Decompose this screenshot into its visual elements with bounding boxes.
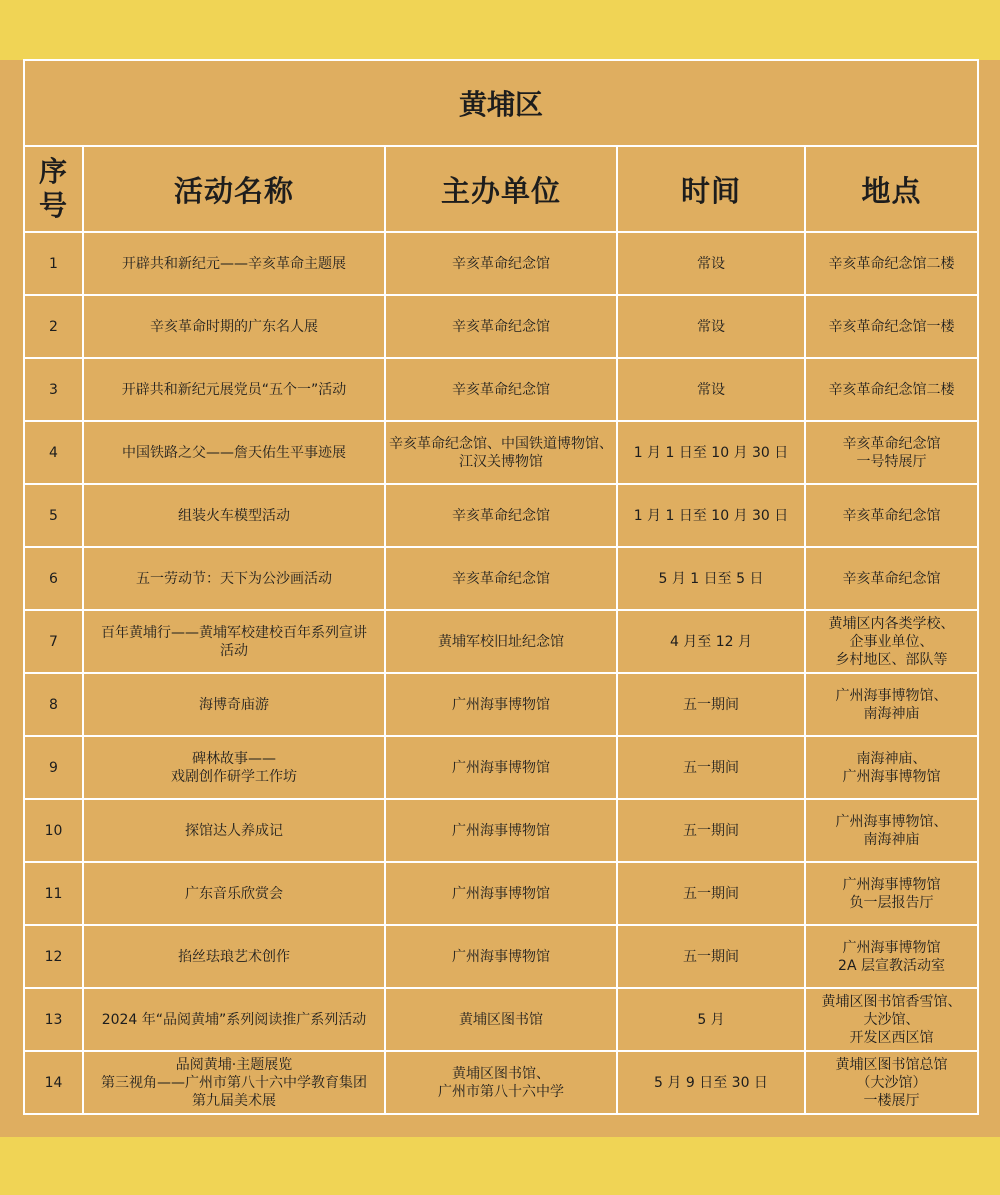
row-activity-name: 品阅黄埔·主题展览 第三视角——广州市第八十六中学教育集团 第九届美术展 bbox=[83, 1051, 385, 1114]
row-activity-name: 辛亥革命时期的广东名人展 bbox=[83, 295, 385, 358]
row-place: 广州海事博物馆、 南海神庙 bbox=[805, 673, 978, 736]
header-seq-line1: 序 bbox=[38, 155, 68, 188]
row-time: 1 月 1 日至 10 月 30 日 bbox=[617, 421, 805, 484]
row-organizer: 辛亥革命纪念馆 bbox=[385, 232, 617, 295]
table-row bbox=[24, 421, 978, 484]
row-time: 常设 bbox=[617, 358, 805, 421]
row-time: 1 月 1 日至 10 月 30 日 bbox=[617, 484, 805, 547]
table-row bbox=[24, 358, 978, 421]
row-place: 黄埔区内各类学校、 企事业单位、 乡村地区、部队等 bbox=[805, 610, 978, 673]
row-number: 3 bbox=[24, 358, 83, 421]
header-row bbox=[24, 146, 978, 232]
row-organizer: 黄埔区图书馆、 广州市第八十六中学 bbox=[385, 1051, 617, 1114]
row-activity-name: 海博奇庙游 bbox=[83, 673, 385, 736]
row-time: 常设 bbox=[617, 295, 805, 358]
row-time: 五一期间 bbox=[617, 799, 805, 862]
table-row bbox=[24, 799, 978, 862]
row-organizer: 广州海事博物馆 bbox=[385, 799, 617, 862]
row-number: 11 bbox=[24, 862, 83, 925]
activity-table-container bbox=[23, 59, 977, 1115]
row-organizer: 辛亥革命纪念馆、中国铁道博物馆、 江汉关博物馆 bbox=[385, 421, 617, 484]
row-organizer: 黄埔区图书馆 bbox=[385, 988, 617, 1051]
row-place: 广州海事博物馆 负一层报告厅 bbox=[805, 862, 978, 925]
row-time: 4 月至 12 月 bbox=[617, 610, 805, 673]
row-activity-name: 中国铁路之父——詹天佑生平事迹展 bbox=[83, 421, 385, 484]
row-number: 6 bbox=[24, 547, 83, 610]
table-row bbox=[24, 1051, 978, 1114]
row-activity-name: 组装火车模型活动 bbox=[83, 484, 385, 547]
row-organizer: 辛亥革命纪念馆 bbox=[385, 547, 617, 610]
row-organizer: 辛亥革命纪念馆 bbox=[385, 484, 617, 547]
row-number: 9 bbox=[24, 736, 83, 799]
row-number: 1 bbox=[24, 232, 83, 295]
row-time: 5 月 1 日至 5 日 bbox=[617, 547, 805, 610]
row-number: 2 bbox=[24, 295, 83, 358]
top-banner bbox=[0, 0, 1000, 60]
row-time: 五一期间 bbox=[617, 736, 805, 799]
row-place: 辛亥革命纪念馆一楼 bbox=[805, 295, 978, 358]
row-organizer: 广州海事博物馆 bbox=[385, 862, 617, 925]
row-activity-name: 百年黄埔行——黄埔军校建校百年系列宣讲 活动 bbox=[83, 610, 385, 673]
row-activity-name: 开辟共和新纪元——辛亥革命主题展 bbox=[83, 232, 385, 295]
row-place: 南海神庙、 广州海事博物馆 bbox=[805, 736, 978, 799]
bottom-banner bbox=[0, 1137, 1000, 1195]
table-row bbox=[24, 232, 978, 295]
row-place: 辛亥革命纪念馆 一号特展厅 bbox=[805, 421, 978, 484]
row-number: 10 bbox=[24, 799, 83, 862]
row-time: 常设 bbox=[617, 232, 805, 295]
row-organizer: 辛亥革命纪念馆 bbox=[385, 295, 617, 358]
table-row bbox=[24, 862, 978, 925]
table-title: 黄埔区 bbox=[24, 60, 978, 146]
row-time: 5 月 9 日至 30 日 bbox=[617, 1051, 805, 1114]
row-activity-name: 掐丝珐琅艺术创作 bbox=[83, 925, 385, 988]
row-activity-name: 碑林故事—— 戏剧创作研学工作坊 bbox=[83, 736, 385, 799]
table-row bbox=[24, 610, 978, 673]
row-time: 五一期间 bbox=[617, 673, 805, 736]
row-place: 广州海事博物馆、 南海神庙 bbox=[805, 799, 978, 862]
row-organizer: 黄埔军校旧址纪念馆 bbox=[385, 610, 617, 673]
row-place: 黄埔区图书馆总馆 （大沙馆） 一楼展厅 bbox=[805, 1051, 978, 1114]
row-place: 辛亥革命纪念馆二楼 bbox=[805, 358, 978, 421]
row-activity-name: 开辟共和新纪元展党员“五个一”活动 bbox=[83, 358, 385, 421]
row-organizer: 辛亥革命纪念馆 bbox=[385, 358, 617, 421]
row-activity-name: 2024 年“品阅黄埔”系列阅读推广系列活动 bbox=[83, 988, 385, 1051]
header-activity-name: 活动名称 bbox=[83, 146, 385, 232]
row-number: 12 bbox=[24, 925, 83, 988]
row-number: 8 bbox=[24, 673, 83, 736]
row-place: 辛亥革命纪念馆 bbox=[805, 547, 978, 610]
table-row bbox=[24, 673, 978, 736]
header-organizer: 主办单位 bbox=[385, 146, 617, 232]
row-activity-name: 探馆达人养成记 bbox=[83, 799, 385, 862]
table-row bbox=[24, 736, 978, 799]
activity-table bbox=[23, 59, 979, 1115]
row-time: 5 月 bbox=[617, 988, 805, 1051]
table-row bbox=[24, 484, 978, 547]
row-activity-name: 五一劳动节：天下为公沙画活动 bbox=[83, 547, 385, 610]
table-row bbox=[24, 547, 978, 610]
row-activity-name: 广东音乐欣赏会 bbox=[83, 862, 385, 925]
row-number: 5 bbox=[24, 484, 83, 547]
header-place: 地点 bbox=[805, 146, 978, 232]
row-place: 黄埔区图书馆香雪馆、 大沙馆、 开发区西区馆 bbox=[805, 988, 978, 1051]
header-seq bbox=[24, 146, 83, 232]
table-row bbox=[24, 988, 978, 1051]
row-number: 4 bbox=[24, 421, 83, 484]
row-organizer: 广州海事博物馆 bbox=[385, 673, 617, 736]
row-number: 13 bbox=[24, 988, 83, 1051]
row-number: 14 bbox=[24, 1051, 83, 1114]
row-time: 五一期间 bbox=[617, 862, 805, 925]
row-organizer: 广州海事博物馆 bbox=[385, 736, 617, 799]
row-place: 辛亥革命纪念馆二楼 bbox=[805, 232, 978, 295]
row-organizer: 广州海事博物馆 bbox=[385, 925, 617, 988]
row-number: 7 bbox=[24, 610, 83, 673]
row-place: 广州海事博物馆 2A 层宣教活动室 bbox=[805, 925, 978, 988]
row-place: 辛亥革命纪念馆 bbox=[805, 484, 978, 547]
header-seq-line2: 号 bbox=[38, 189, 68, 222]
table-row bbox=[24, 295, 978, 358]
table-row bbox=[24, 925, 978, 988]
row-time: 五一期间 bbox=[617, 925, 805, 988]
header-time: 时间 bbox=[617, 146, 805, 232]
